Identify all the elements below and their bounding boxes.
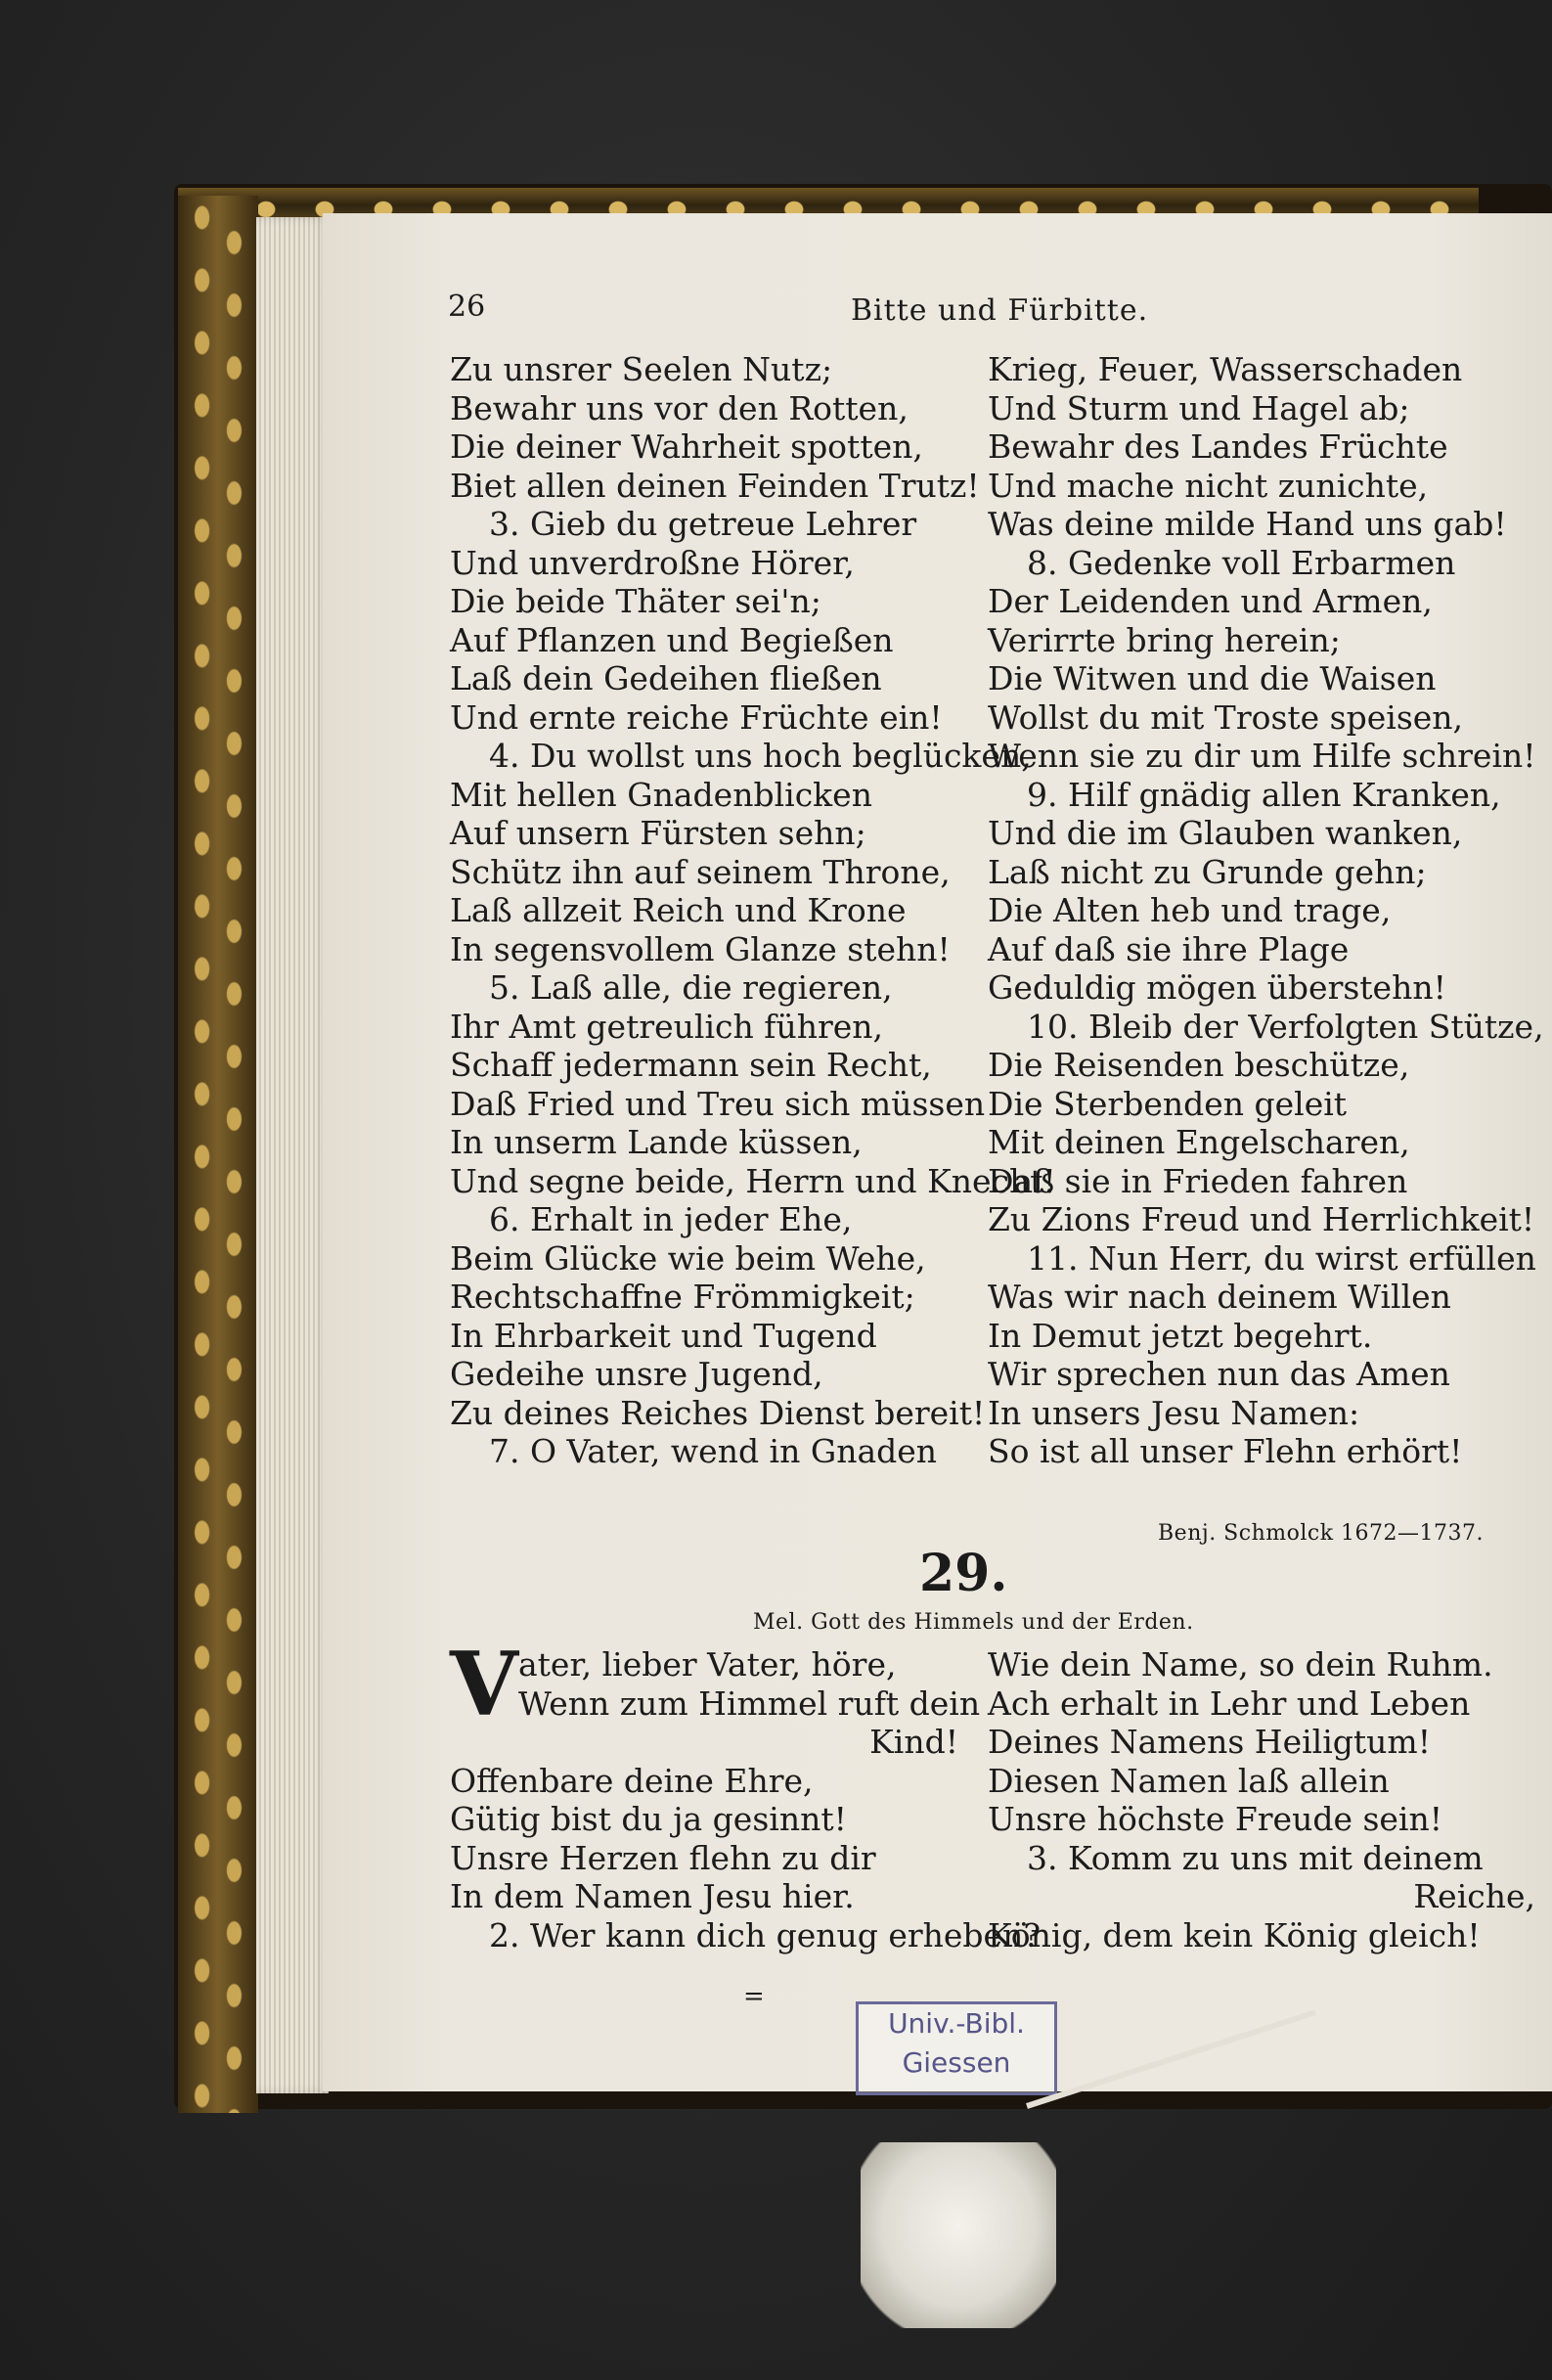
- verse-line: Die deiner Wahrheit spotten,: [450, 427, 923, 466]
- ornamental-border-left: [178, 196, 258, 2113]
- verse-line: Wenn zum Himmel ruft dein: [518, 1684, 981, 1723]
- verse-line: Gedeihe unsre Jugend,: [450, 1355, 823, 1393]
- verse-line: Und mache nicht zunichte,: [988, 466, 1429, 505]
- page-edges: [256, 217, 329, 2093]
- verse-line: Und ernte reiche Früchte ein!: [450, 697, 943, 737]
- verse-line: So ist all unser Flehn erhört!: [988, 1432, 1463, 1470]
- verse-line: Kind!: [869, 1723, 958, 1761]
- verse-line: In dem Namen Jesu hier.: [450, 1877, 855, 1915]
- verse-line: Wie dein Name, so dein Ruhm.: [988, 1645, 1493, 1684]
- verse-line: Daß sie in Frieden fahren: [988, 1161, 1408, 1200]
- verse-line: Wollst du mit Troste speisen,: [988, 697, 1464, 737]
- verse-line: Bewahr uns vor den Rotten,: [450, 388, 909, 427]
- verse-line: 2. Wer kann dich genug erheben?: [489, 1915, 1042, 1954]
- verse-line: König, dem kein König gleich!: [988, 1915, 1481, 1954]
- verse-line: In unsers Jesu Namen:: [988, 1393, 1360, 1432]
- verse-line: Mit hellen Gnadenblicken: [450, 775, 872, 814]
- drop-cap: V: [450, 1633, 518, 1736]
- verse-line: Verirrte bring herein;: [988, 620, 1341, 659]
- verse-line: 10. Bleib der Verfolgten Stütze,: [1027, 1007, 1544, 1046]
- verse-line: Und die im Glauben wanken,: [988, 814, 1463, 852]
- verse-line: Beim Glücke wie beim Wehe,: [450, 1238, 926, 1278]
- verse-line: Krieg, Feuer, Wasserschaden: [988, 350, 1463, 388]
- verse-line: Und unverdroßne Hörer,: [450, 543, 855, 582]
- verse-line: Rechtschaffne Frömmigkeit;: [450, 1278, 915, 1316]
- verse-line: Ihr Amt getreulich führen,: [450, 1007, 884, 1046]
- stamp-line-1: Univ.-Bibl.: [888, 2007, 1025, 2040]
- bookmark-tassel: [861, 2142, 1056, 2328]
- verse-line: Auf unsern Fürsten sehn;: [450, 814, 866, 852]
- hymn-28-left-column: [450, 350, 1056, 1471]
- verse-line: Auf Pflanzen und Begießen: [450, 620, 894, 659]
- verse-line: 4. Du wollst uns hoch beglücken,: [489, 737, 1032, 775]
- verse-line: Laß allzeit Reich und Krone: [450, 891, 907, 929]
- verse-line: Unsre höchste Freude sein!: [988, 1800, 1442, 1838]
- verse-line: Die Alten heb und trage,: [988, 891, 1392, 929]
- verse-line: 3. Komm zu uns mit deinem: [1027, 1838, 1484, 1877]
- verse-line: 5. Laß alle, die regieren,: [489, 968, 893, 1007]
- verse-line: Reiche,: [1413, 1877, 1535, 1915]
- verse-line: Laß dein Gedeihen fließen: [450, 659, 882, 697]
- verse-line: Deines Namens Heiligtum!: [988, 1723, 1431, 1761]
- verse-line: Ach erhalt in Lehr und Leben: [988, 1684, 1471, 1723]
- verse-line: Zu unsrer Seelen Nutz;: [450, 350, 833, 388]
- verse-line: ater, lieber Vater, höre,: [518, 1645, 897, 1684]
- page-number: 26: [448, 290, 486, 324]
- verse-line: In segensvollem Glanze stehn!: [450, 929, 951, 968]
- verse-line: Wir sprechen nun das Amen: [988, 1355, 1450, 1393]
- verse-line: Diesen Namen laß allein: [988, 1761, 1390, 1800]
- verse-line: Offenbare deine Ehre,: [450, 1761, 814, 1800]
- verse-line: Unsre Herzen flehn zu dir: [450, 1838, 876, 1877]
- verse-line: Die Reisenden beschütze,: [988, 1046, 1410, 1084]
- verse-line: Und segne beide, Herrn und Knecht!: [450, 1161, 1056, 1200]
- verse-line: Laß nicht zu Grunde gehn;: [988, 852, 1427, 891]
- hymn-29-left-column: [450, 1633, 1042, 1954]
- verse-line: Mit deinen Engelscharen,: [988, 1123, 1410, 1161]
- verse-line: 11. Nun Herr, du wirst erfüllen: [1027, 1238, 1536, 1278]
- verse-line: 9. Hilf gnädig allen Kranken,: [1027, 775, 1501, 814]
- running-head: [323, 290, 1552, 329]
- verse-line: Der Leidenden und Armen,: [988, 582, 1433, 620]
- hymn-28-right-column: [988, 350, 1544, 1471]
- verse-line: Schaff jedermann sein Recht,: [450, 1046, 932, 1084]
- verse-line: Biet allen deinen Feinden Trutz!: [450, 466, 980, 505]
- stamp-line-2: Giessen: [902, 2046, 1011, 2079]
- verse-line: Zu deines Reiches Dienst bereit!: [450, 1393, 986, 1432]
- verse-line: Auf daß sie ihre Plage: [988, 929, 1350, 968]
- hymn-29-right-column: [988, 1645, 1535, 1954]
- verse-line: Wenn sie zu dir um Hilfe schrein!: [988, 737, 1536, 775]
- verse-line: Schütz ihn auf seinem Throne,: [450, 852, 951, 891]
- verse-line: Gütig bist du ja gesinnt!: [450, 1800, 847, 1838]
- verse-line: Die Witwen und die Waisen: [988, 659, 1437, 697]
- verse-line: Und Sturm und Hagel ab;: [988, 388, 1410, 427]
- catchword: =: [743, 1982, 765, 2011]
- melody-note: Mel. Gott des Himmels und der Erden.: [753, 1610, 1194, 1635]
- verse-line: Daß Fried und Treu sich müssen: [450, 1084, 986, 1123]
- verse-line: Was wir nach deinem Willen: [988, 1278, 1451, 1316]
- verse-line: Geduldig mögen überstehn!: [988, 968, 1446, 1007]
- verse-line: Bewahr des Landes Früchte: [988, 427, 1448, 466]
- verse-line: 8. Gedenke voll Erbarmen: [1027, 543, 1456, 582]
- verse-line: In unserm Lande küssen,: [450, 1123, 863, 1161]
- verse-line: Die beide Thäter sei'n;: [450, 582, 821, 620]
- verse-line: In Demut jetzt begehrt.: [988, 1316, 1373, 1355]
- verse-line: Was deine milde Hand uns gab!: [988, 505, 1507, 543]
- library-stamp: [856, 2001, 1057, 2095]
- verse-line: Die Sterbenden geleit: [988, 1084, 1348, 1123]
- verse-line: Zu Zions Freud und Herrlichkeit!: [988, 1200, 1535, 1238]
- verse-line: 7. O Vater, wend in Gnaden: [489, 1432, 938, 1470]
- hymn-number: 29.: [919, 1544, 1008, 1603]
- verse-line: In Ehrbarkeit und Tugend: [450, 1316, 877, 1355]
- verse-line: 3. Gieb du getreue Lehrer: [489, 505, 917, 543]
- verse-line: 6. Erhalt in jeder Ehe,: [489, 1200, 853, 1238]
- book-page: [323, 213, 1552, 2091]
- running-title: Bitte und Fürbitte.: [851, 293, 1149, 328]
- author-attribution: Benj. Schmolck 1672—1737.: [1158, 1521, 1484, 1546]
